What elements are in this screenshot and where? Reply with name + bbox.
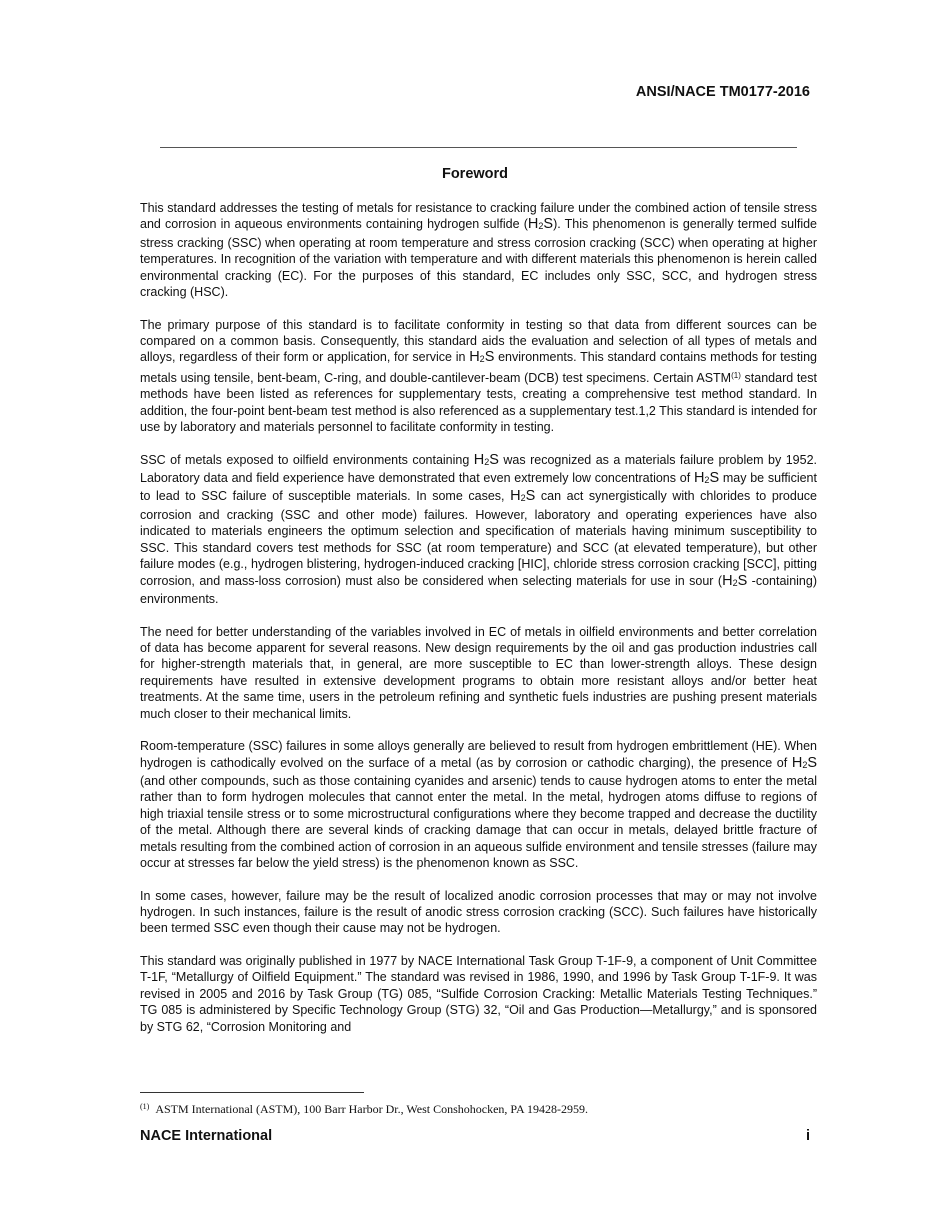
footnote-reference: (1) xyxy=(731,370,741,380)
h2s-formula: $H_2S$ xyxy=(510,488,536,505)
paragraph-3: SSC of metals exposed to oilfield environments containing $H_2S$ was recognized as a materials failure problem by 1952. Laboratory data and field experience have demonstrated that even extremely low concentrations of $H_2S$ may be sufficient to lead to SSC failure of susceptible materials. In some cases, $H_2S$ can act synergistically with chlorides to produce corrosion and cracking (SSC and other mode) failures. However, laboratory and operating experiences have also indicated to materials engineers the optimum selection and specification of materials having minimum susceptibility to SSC. This standard covers test methods for SSC (at room temperature) and SCC (at elevated temperature), but other failure modes (e.g., hydrogen blistering, hydrogen-induced cracking [HIC], chloride stress corrosion cracking [SCC], pitting corrosion, and mass-loss corrosion) must also be considered when selecting materials for use in sour ($H_2S$ -containing) environments. xyxy=(140,451,818,606)
page-title: Foreword xyxy=(441,166,509,182)
h2s-formula: $H_2S$ xyxy=(473,451,499,468)
paragraph-1: This standard addresses the testing of metals for resistance to cracking failure under the combined action of tensile stress and corrosion in aqueous environments containing hydrogen sulfide $(H_2S)$. This phenomenon is generally termed sulfide stress cracking (SSC) when operating at room temperature and stress corrosion cracking (SCC) when operating at higher temperatures. In recognition of the variation with temperature and with different materials this phenomenon is herein called environmental cracking (EC). For the purposes of this standard, EC includes only SSC, SCC, and hydrogen stress cracking (HSC). xyxy=(140,201,817,300)
body-text xyxy=(140,200,817,1051)
h2s-formula: $H_2S$ xyxy=(527,216,554,233)
footer-organization: NACE International xyxy=(140,1128,273,1144)
paragraph-4: The need for better understanding of the variables involved in EC of metals in oilfield environments and better correlation of data has become apparent for several reasons. New design requirements by the oil and gas production industries call for higher-strength materials that, in general, are more susceptible to EC than lower-strength alloys. These design requirements have resulted in extensive development programs to obtain more resistant alloys and/or better heat treatments. At the same time, users in the petroleum refining and synthetic fuels industries are pushing present materials much closer to their mechanical limits. xyxy=(140,624,817,721)
h2s-formula: $H_2S$ xyxy=(693,470,720,487)
h2s-formula: $H_2S$ xyxy=(791,754,817,771)
paragraph-7: This standard was originally published in 1977 by NACE International Task Group T-1F-9, a component of Unit Committee T-1F, “Metallurgy of Oilfield Equipment.” The standard was revised in 1986, 1990, and 1996 by Task Group T-1F-9. It was revised in 2005 and 2016 by Task Group (TG) 085, “Sulfide Corrosion Cracking: Metallic Materials Testing Techniques.” TG 085 is administered by Specific Technology Group (STG) 32, “Oil and Gas Production—Metallurgy,” and is sponsored by STG 62, “Corrosion Monitoring and xyxy=(140,953,817,1034)
document-id: ANSI/NACE TM0177-2016 xyxy=(635,84,810,100)
footnote xyxy=(140,1102,817,1117)
paragraph-5: Room-temperature (SSC) failures in some alloys generally are believed to result from hydrogen embrittlement (HE). When hydrogen is cathodically evolved on the surface of a metal (as by corrosion or cathodic charging), the presence of $H_2S$ (and other compounds, such as those containing cyanides and arsenic) tends to cause hydrogen atoms to enter the metal rather than to form hydrogen molecules that cannot enter the metal. In the metal, hydrogen atoms diffuse to regions of high triaxial tensile stress or to some microstructural configurations where they become trapped and decrease the ductility of the metal. Although there are several kinds of cracking damage that can occur in metals, delayed brittle fracture of metals resulting from the combined action of corrosion in an aqueous sulfide environment and tensile stresses (failure may occur at stresses far below the yield stress) is the phenomenon known as SSC. xyxy=(140,739,817,870)
h2s-formula: $H_2S$ xyxy=(722,572,748,589)
footnote-divider xyxy=(140,1092,364,1093)
page-number: i xyxy=(805,1128,810,1144)
h2s-formula: $H_2S$ xyxy=(469,349,495,366)
paragraph-2: The primary purpose of this standard is to facilitate conformity in testing so that data from different sources can be compared on a common basis. Consequently, this standard aids the evaluation and selection of all types of metals and alloys, regardless of their form or application, for service in $H_2S$ environments. This standard contains methods for testing metals using tensile, bent-beam, C-ring, and double-cantilever-beam (DCB) test specimens. Certain ASTM$^{(1)}$ standard test methods have been listed as references for supplementary tests, creating a comprehensive test method standard. In addition, the four-point bent-beam test method is also referenced as a supplementary test.1,2 This standard is intended for use by laboratory and materials personnel to facilitate conformity in testing. xyxy=(140,317,817,435)
footnote-text: ASTM International (ASTM), 100 Barr Harbor Dr., West Conshohocken, PA 19428-2959. xyxy=(155,1102,588,1116)
header-divider xyxy=(160,147,797,148)
paragraph-6: In some cases, however, failure may be the result of localized anodic corrosion processes that may or may not involve hydrogen. In such instances, failure is the result of anodic stress corrosion cracking (SCC). Such failures have historically been termed SSC even though their cause may not be hydrogen. xyxy=(140,888,817,936)
footnote-marker: (1) xyxy=(140,1102,150,1111)
